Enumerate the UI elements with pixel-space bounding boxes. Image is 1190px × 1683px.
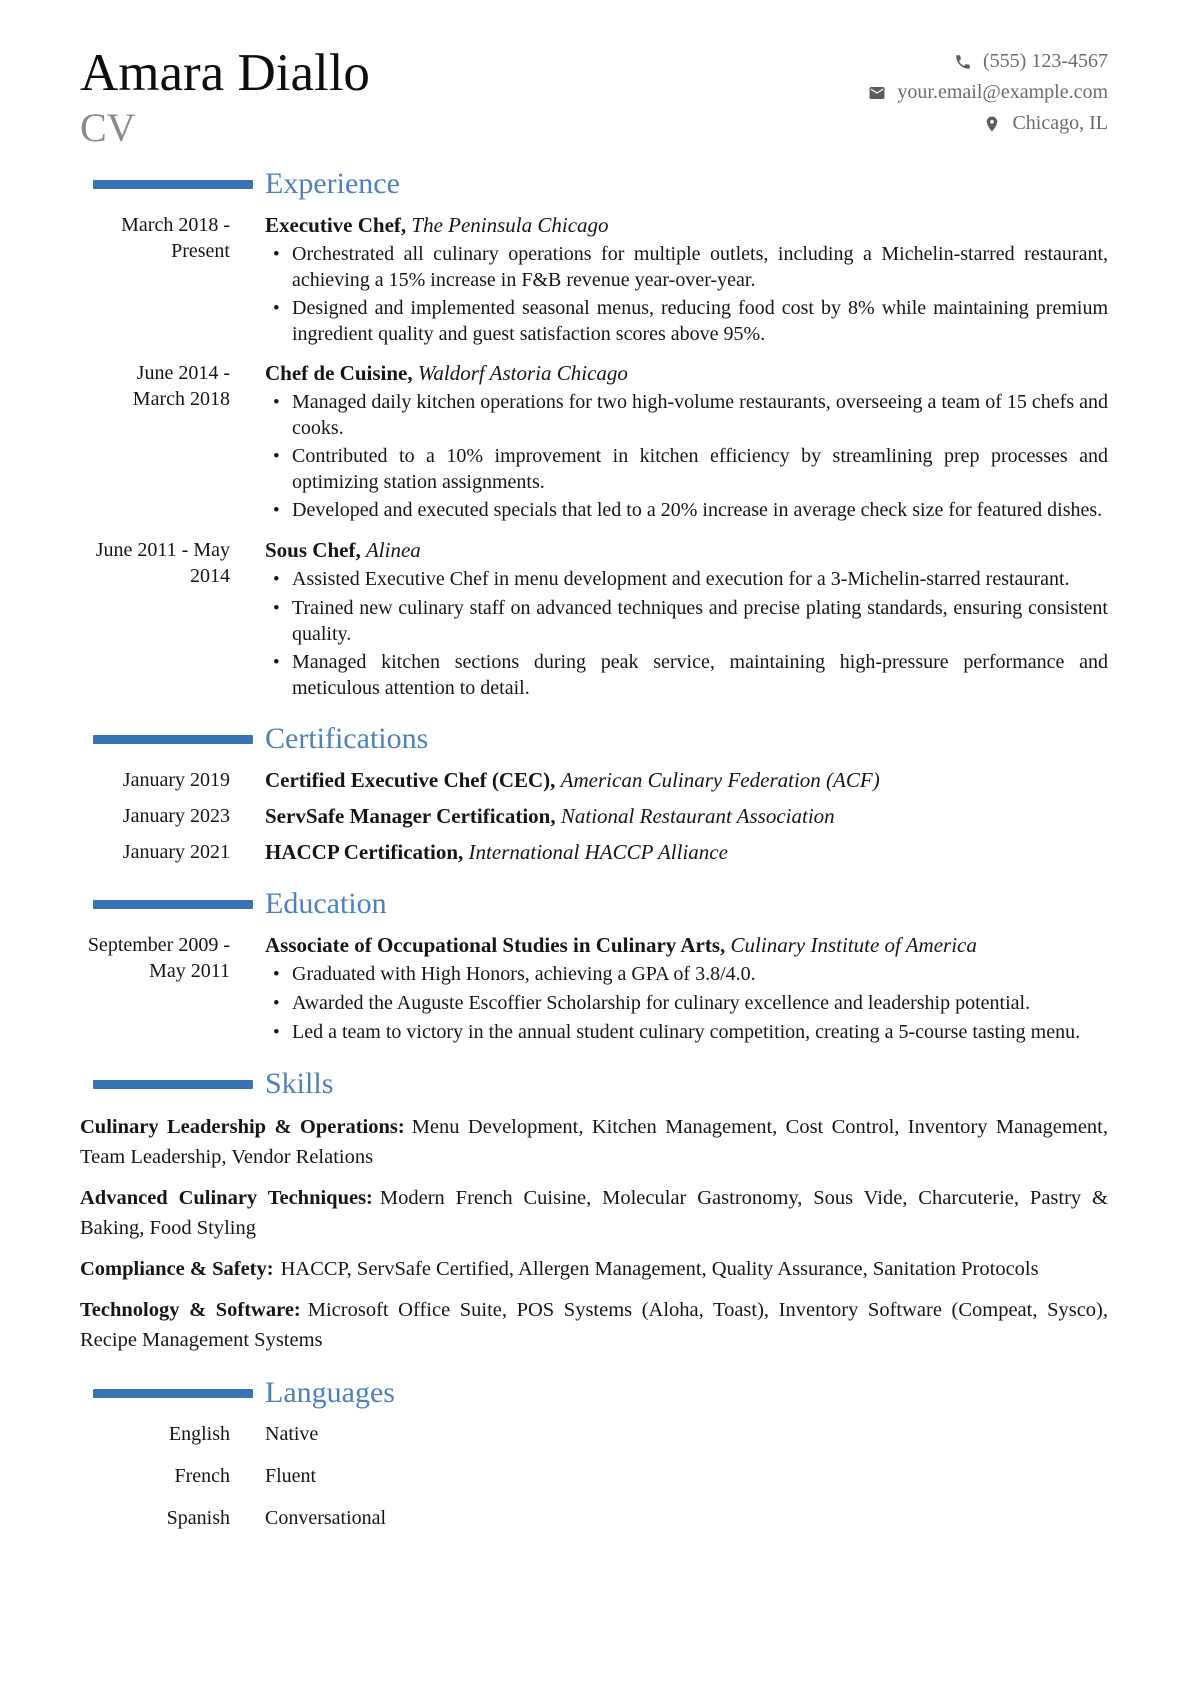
cert-name: HACCP Certification , [265, 840, 469, 864]
section-rule [93, 900, 253, 909]
bullet-item: • Graduated with High Honors, achieving a GPA of 3.8/4.0. [265, 961, 1108, 988]
skill-items: Microsoft Office Suite, POS Systems (Aloha, Toast), Inventory Software (Compeat, Sysco), Recipe Management Systems [80, 1299, 1108, 1352]
institution: Culinary Institute of America [730, 933, 977, 958]
section-title: Languages [265, 1376, 395, 1410]
language-row [80, 1463, 1108, 1489]
location-text: Chicago, IL [1012, 112, 1108, 134]
section-rule [93, 180, 253, 189]
entry-title [265, 360, 1108, 387]
bullet-marker [265, 295, 292, 347]
email-icon [868, 84, 886, 102]
bullet-item: • Developed and executed specials that led to a 20% increase in average check size for featured dishes. [265, 497, 1108, 524]
skill-items: Modern French Cuisine, Molecular Gastronomy, Sous Vide, Charcuterie, Pastry & Baking, Food Styling [80, 1187, 1108, 1240]
role-title: Chef de Cuisine , [265, 361, 418, 385]
skill-group [80, 1112, 1108, 1172]
section-heading [80, 721, 1108, 757]
bullet-marker [265, 443, 292, 495]
candidate-name: Amara Diallo [80, 44, 370, 102]
section-rule [93, 1389, 253, 1398]
section-heading [80, 1375, 1108, 1411]
cert-issuer: International HACCP Alliance [468, 840, 728, 865]
organization: The Peninsula Chicago [411, 213, 609, 238]
skill-group [80, 1254, 1108, 1284]
section-languages [80, 1375, 1108, 1531]
section-heading [80, 1066, 1108, 1102]
section-title: Skills [265, 1067, 334, 1101]
skill-label: Compliance & Safety: [80, 1258, 274, 1281]
section-education [80, 886, 1108, 1046]
contact-email-row [868, 77, 1108, 108]
bullet-item: • Managed kitchen sections during peak service, maintaining high-pressure performance and meticulous attention to detail. [265, 649, 1108, 701]
role-title: Executive Chef , [265, 213, 411, 237]
language-level: Conversational [265, 1507, 387, 1530]
bullet-marker [265, 1019, 292, 1046]
section-heading [80, 886, 1108, 922]
bullet-item: • Designed and implemented seasonal menus, reducing food cost by 8% while maintaining premium ingredient quality and guest satisfaction scores above 95%. [265, 295, 1108, 347]
section-title: Experience [265, 167, 400, 201]
contact-phone-row [868, 46, 1108, 77]
organization: Alinea [365, 538, 421, 563]
date-range: June 2011 - May 2014 [95, 539, 230, 588]
date-range: January 2021 [122, 841, 230, 864]
location-icon [983, 115, 1001, 133]
section-skills [80, 1066, 1108, 1355]
bullet-marker [265, 649, 292, 701]
bullet-item: • Awarded the Auguste Escoffier Scholarship for culinary excellence and leadership potential. [265, 990, 1108, 1017]
certification-entry [80, 767, 1108, 794]
language-name: Spanish [166, 1507, 230, 1530]
degree: Associate of Occupational Studies in Culinary Arts , [265, 933, 731, 957]
section-certifications [80, 721, 1108, 866]
section-title: Certifications [265, 722, 429, 756]
entry-title [265, 932, 1108, 959]
certification-entry [80, 839, 1108, 866]
bullet-marker [265, 497, 292, 524]
contact-block [868, 46, 1108, 139]
skill-label: Culinary Leadership & Operations: [80, 1116, 405, 1139]
skill-label: Advanced Culinary Techniques: [80, 1187, 373, 1210]
bullet-item: • Orchestrated all culinary operations for multiple outlets, including a Michelin-starred restaurant, achieving a 15% increase in F&B revenue year-over-year. [265, 241, 1108, 293]
experience-entry [80, 212, 1108, 347]
bullet-item: • Assisted Executive Chef in menu development and execution for a 3-Michelin-starred restaurant. [265, 566, 1108, 593]
language-name: French [174, 1465, 230, 1488]
language-level: Native [265, 1423, 319, 1446]
section-heading [80, 166, 1108, 202]
language-row [80, 1421, 1108, 1447]
date-range: March 2018 - Present [121, 214, 230, 263]
bullet-item: • Managed daily kitchen operations for two high-volume restaurants, overseeing a team of 15 chefs and cooks. [265, 389, 1108, 441]
skill-label: Technology & Software: [80, 1299, 301, 1322]
date-range: June 2014 - March 2018 [132, 362, 230, 411]
document-type: CV [80, 105, 136, 151]
phone-number: (555) 123-4567 [983, 50, 1108, 72]
section-title: Education [265, 887, 387, 921]
cert-name: Certified Executive Chef (CEC) , [265, 768, 561, 792]
organization: Waldorf Astoria Chicago [417, 361, 628, 386]
skill-items: HACCP, ServSafe Certified, Allergen Management, Quality Assurance, Sanitation Protocols [280, 1258, 1039, 1281]
experience-entry [80, 360, 1108, 524]
language-row [80, 1505, 1108, 1531]
bullet-marker [265, 990, 292, 1017]
role-title: Sous Chef , [265, 538, 366, 562]
bullet-marker [265, 389, 292, 441]
entry-title [265, 537, 1108, 564]
bullet-item: • Led a team to victory in the annual student culinary competition, creating a 5-course tasting menu. [265, 1019, 1108, 1046]
phone-icon [954, 53, 972, 71]
cv-header [80, 44, 1108, 150]
bullet-item: • Trained new culinary staff on advanced techniques and precise plating standards, ensuring consistent quality. [265, 595, 1108, 647]
cert-issuer: American Culinary Federation (ACF) [560, 768, 880, 793]
bullet-marker [265, 566, 292, 593]
date-range: September 2009 - May 2011 [87, 934, 230, 983]
language-level: Fluent [265, 1465, 317, 1488]
certification-entry [80, 803, 1108, 830]
skill-group [80, 1295, 1108, 1355]
contact-location-row [868, 108, 1108, 139]
email-address: your.email@example.com [897, 81, 1108, 103]
bullet-item: • Contributed to a 10% improvement in kitchen efficiency by streamlining prep processes and optimizing station assignments. [265, 443, 1108, 495]
section-experience [80, 166, 1108, 701]
cert-issuer: National Restaurant Association [560, 804, 835, 829]
language-name: English [168, 1423, 230, 1446]
bullet-marker [265, 961, 292, 988]
bullet-marker [265, 595, 292, 647]
section-rule [93, 735, 253, 744]
experience-entry [80, 537, 1108, 701]
entry-title [265, 212, 1108, 239]
bullet-marker [265, 241, 292, 293]
date-range: January 2019 [122, 769, 230, 792]
section-rule [93, 1080, 253, 1089]
education-entry [80, 932, 1108, 1046]
skill-items: Menu Development, Kitchen Management, Cost Control, Inventory Management, Team Leadership, Vendor Relations [80, 1116, 1109, 1169]
date-range: January 2023 [122, 805, 230, 828]
skill-group [80, 1183, 1108, 1243]
cert-name: ServSafe Manager Certification , [265, 804, 561, 828]
